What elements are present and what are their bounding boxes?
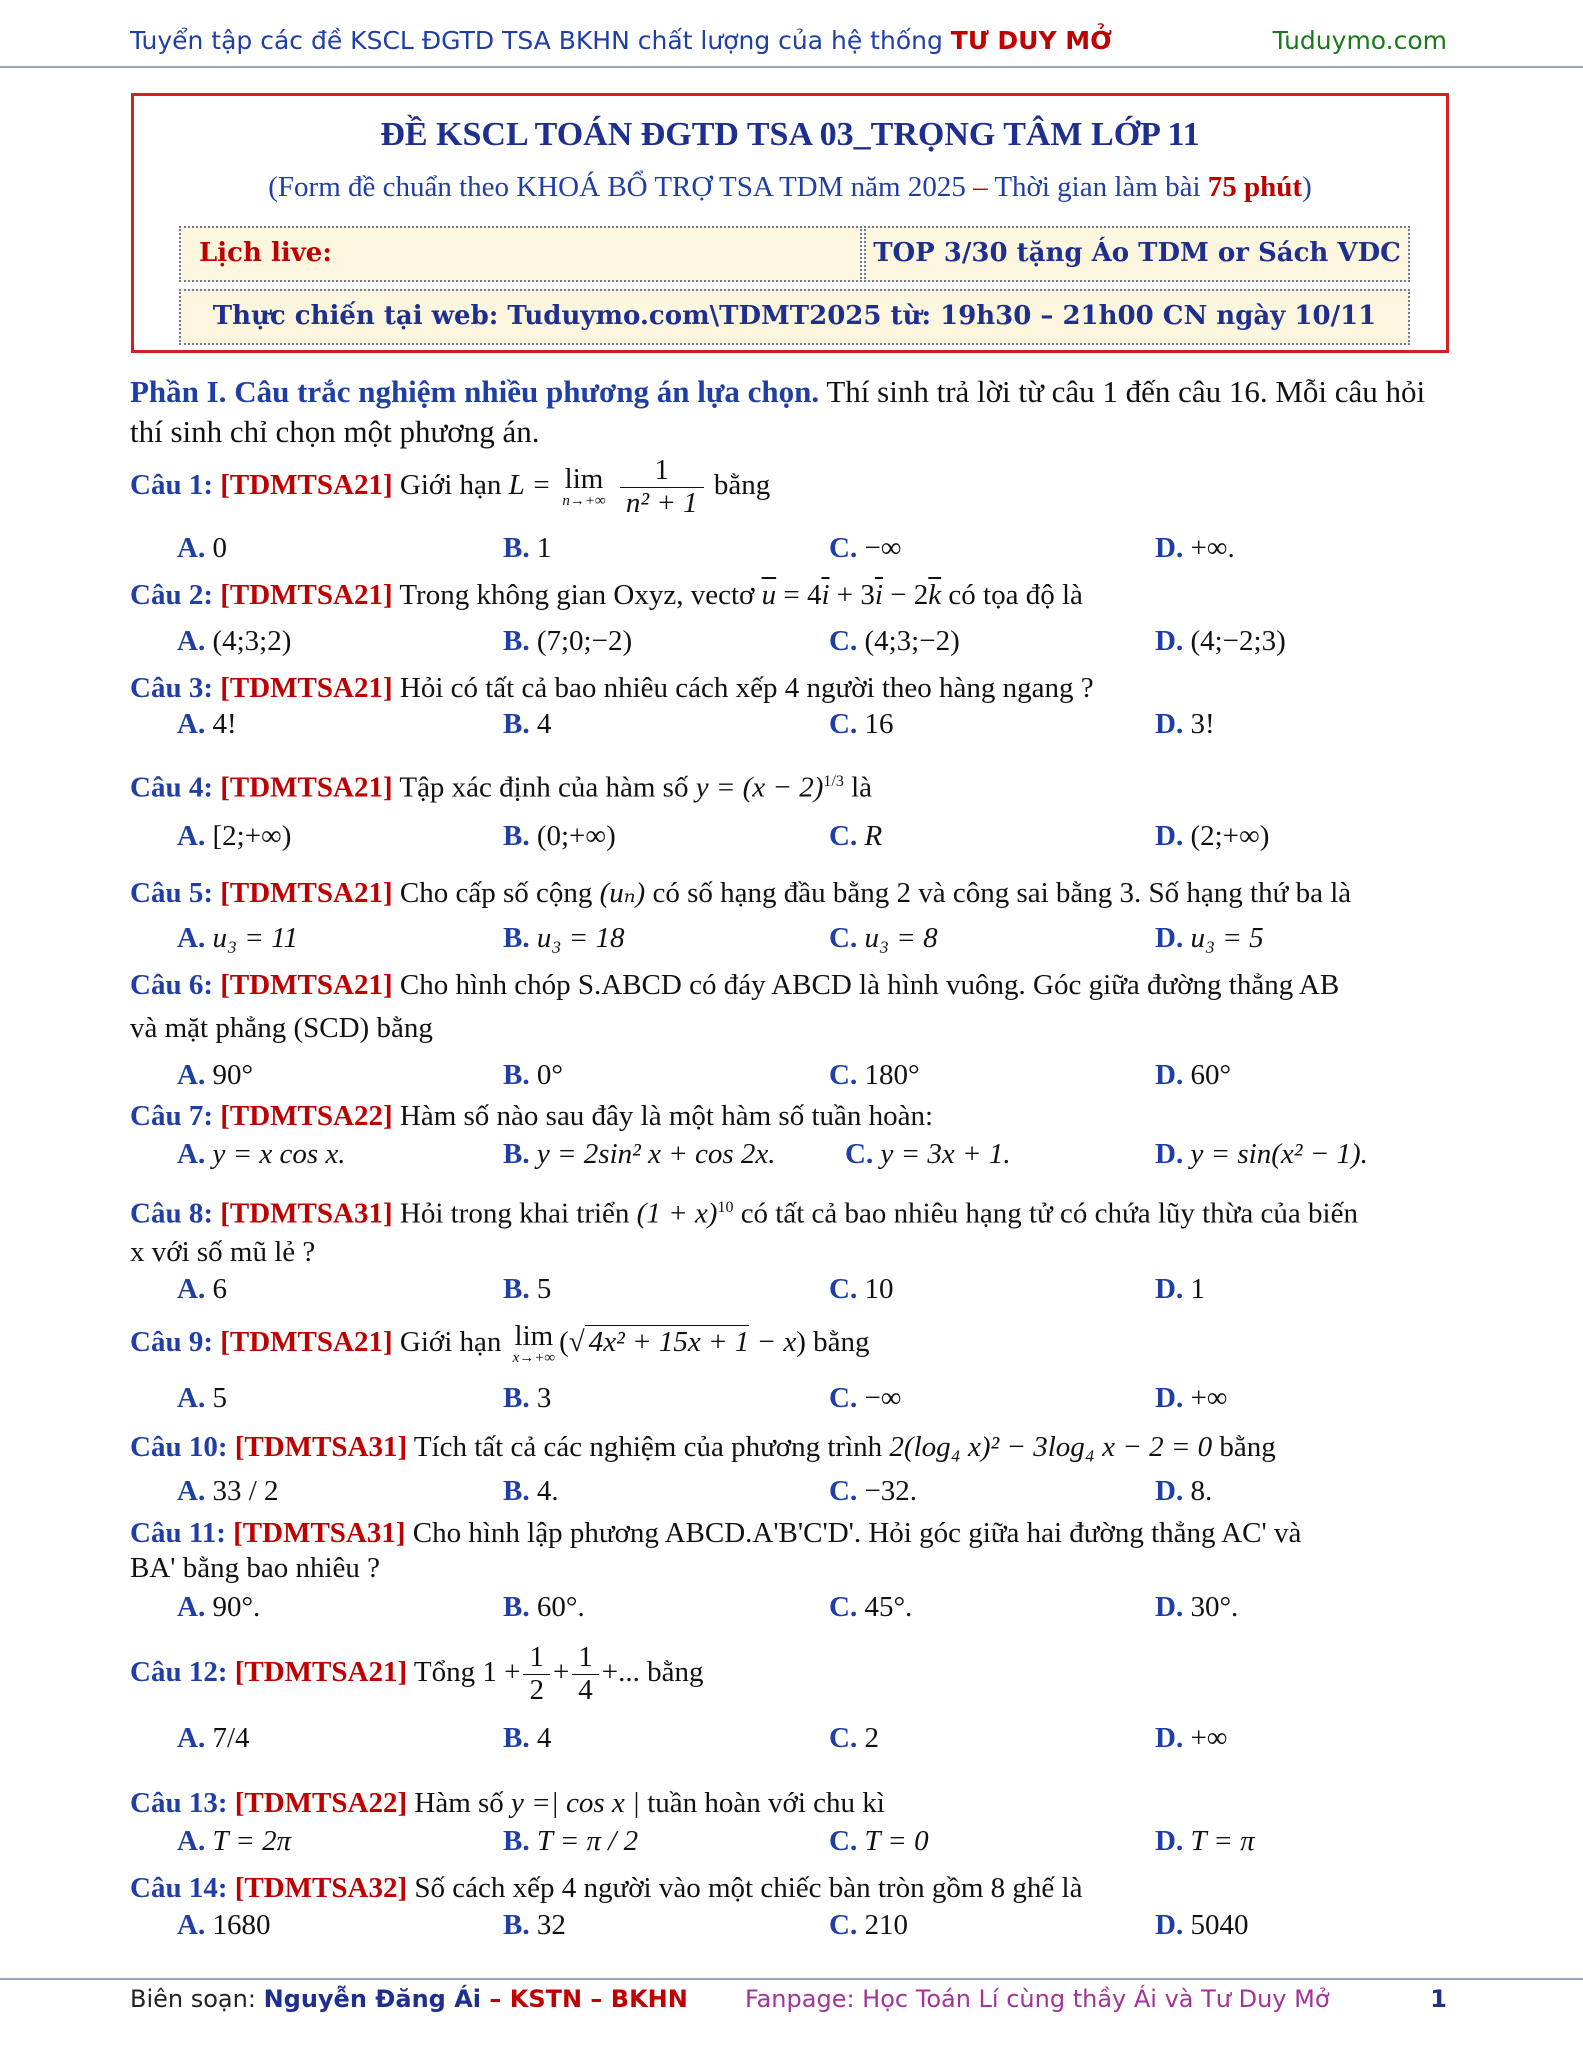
- question-14: Câu 14: [TDMTSA32] Số cách xếp 4 người vào một chiếc bàn tròn gồm 8 ghế là: [130, 1872, 1083, 1904]
- answer-option[interactable]: B. 5: [503, 1273, 552, 1305]
- answer-option[interactable]: C. 180°: [829, 1059, 920, 1091]
- fraction: $\frac{1}{2}$: [523, 1642, 550, 1707]
- answer-option[interactable]: C. −∞: [829, 1382, 902, 1414]
- answer-option[interactable]: B. 4.: [503, 1475, 559, 1507]
- limit-symbol: lim x→+∞: [512, 1320, 556, 1367]
- answer-option[interactable]: A. y = x cos x.: [177, 1138, 346, 1170]
- answer-option[interactable]: A. 90°.: [177, 1591, 261, 1623]
- answer-option[interactable]: C. 2: [829, 1722, 879, 1754]
- question-13: Câu 13: [TDMTSA22] Hàm số y =| cos x | tuần hoàn với chu kì: [130, 1787, 885, 1819]
- answer-option[interactable]: A. (4;3;2): [177, 625, 292, 657]
- exam-subtitle: (Form đề chuẩn theo KHOÁ BỔ TRỢ TSA TDM năm 2025 – Thời gian làm bài 75 phút): [268, 171, 1312, 203]
- answer-option[interactable]: D. +∞: [1155, 1382, 1228, 1414]
- question-5: Câu 5: [TDMTSA21] Cho cấp số cộng (uₙ) có số hạng đầu bằng 2 và công sai bằng 3. Số hạng thứ ba là: [130, 877, 1352, 909]
- answer-option[interactable]: C. 10: [829, 1273, 894, 1305]
- question-11-line-2: BA' bằng bao nhiêu ?: [130, 1552, 381, 1584]
- question-7: Câu 7: [TDMTSA22] Hàm số nào sau đây là một hàm số tuần hoàn:: [130, 1100, 934, 1132]
- answer-option[interactable]: B. 1: [503, 532, 552, 564]
- question-4: Câu 4: [TDMTSA21] Tập xác định của hàm số $y = (x - 2)^{1/3}$ là: [130, 771, 873, 804]
- page-number: 1: [1430, 1985, 1447, 2013]
- prize-info: TOP 3/30 tặng Áo TDM or Sách VDC: [864, 226, 1410, 282]
- answer-option[interactable]: D. 1: [1155, 1273, 1205, 1305]
- answer-option[interactable]: D. 3!: [1155, 708, 1215, 740]
- answer-option[interactable]: A. 7/4: [177, 1722, 250, 1754]
- answer-option[interactable]: A. T = 2π: [177, 1825, 292, 1857]
- question-9: Câu 9: [TDMTSA21] Giới hạn lim x→+∞ (√ 4x² + 15x + 1 − x) bằng: [130, 1320, 870, 1367]
- footer-divider: [0, 1978, 1583, 1980]
- answer-option[interactable]: B. 0°: [503, 1059, 563, 1091]
- exam-title: ĐỀ KSCL TOÁN ĐGTD TSA 03_TRỌNG TÂM LỚP 11: [380, 116, 1200, 153]
- question-8: Câu 8: [TDMTSA31] Hỏi trong khai triển $(1 + x)^{10}$ có tất cả bao nhiêu hạng tử có chứa lũy thừa của biến: [130, 1197, 1358, 1230]
- answer-option[interactable]: C. 45°.: [829, 1591, 913, 1623]
- answer-option[interactable]: B. 32: [503, 1909, 566, 1941]
- answer-option[interactable]: D. +∞.: [1155, 532, 1235, 564]
- answer-option[interactable]: D. 5040: [1155, 1909, 1249, 1941]
- answer-option[interactable]: D. 8.: [1155, 1475, 1213, 1507]
- answer-option[interactable]: C. y = 3x + 1.: [845, 1138, 1011, 1170]
- answer-option[interactable]: D. T = π: [1155, 1825, 1255, 1857]
- answer-option[interactable]: B. T = π / 2: [503, 1825, 639, 1857]
- answer-option[interactable]: A. [2;+∞): [177, 820, 292, 852]
- question-8-line-2: x với số mũ lẻ ?: [130, 1236, 316, 1268]
- answer-option[interactable]: D. (4;−2;3): [1155, 625, 1286, 657]
- answer-option[interactable]: C. T = 0: [829, 1825, 929, 1857]
- answer-option[interactable]: A. 5: [177, 1382, 227, 1414]
- answer-option[interactable]: C. 16: [829, 708, 894, 740]
- answer-option[interactable]: D. y = sin(x² − 1).: [1155, 1138, 1368, 1170]
- limit-symbol: lim n→+∞: [562, 463, 606, 510]
- answer-option[interactable]: C. u₃ = 8: [829, 922, 938, 954]
- schedule-info: Thực chiến tại web: Tuduymo.com\TDMT2025 từ: 19h30 – 21h00 CN ngày 10/11: [179, 289, 1410, 345]
- header-divider: [0, 66, 1583, 68]
- answer-option[interactable]: B. (7;0;−2): [503, 625, 633, 657]
- answer-option[interactable]: C. −∞: [829, 532, 902, 564]
- question-1: Câu 1: [TDMTSA21] Giới hạn L = lim n→+∞ $\frac{1}{\text{n² + 1}}$ bằng: [130, 454, 771, 519]
- live-label: Lịch live:: [179, 226, 862, 282]
- question-3: Câu 3: [TDMTSA21] Hỏi có tất cả bao nhiêu cách xếp 4 người theo hàng ngang ?: [130, 672, 1094, 704]
- answer-option[interactable]: A. 6: [177, 1273, 227, 1305]
- page-header: [130, 26, 1447, 66]
- question-10: Câu 10: [TDMTSA31] Tích tất cả các nghiệm của phương trình 2(log₄ x)² − 3log₄ x − 2 = 0 bằng: [130, 1431, 1276, 1463]
- question-12: Câu 12: [TDMTSA21] Tổng 1 + $\frac{1}{2}$ + $\frac{1}{4}$ +... bằng: [130, 1641, 704, 1706]
- header-title: Tuyển tập các đề KSCL ĐGTD TSA BKHN chất lượng của hệ thống TƯ DUY MỞ: [130, 26, 1112, 55]
- exam-title-box: [131, 93, 1449, 353]
- answer-option[interactable]: C. R: [829, 820, 883, 852]
- fraction: $\frac{1}{4}$: [572, 1642, 599, 1707]
- answer-option[interactable]: B. 60°.: [503, 1591, 585, 1623]
- fraction: $\frac{1}{\text{n² + 1}}$: [620, 455, 704, 520]
- answer-option[interactable]: A. 33 / 2: [177, 1475, 279, 1507]
- question-11: Câu 11: [TDMTSA31] Cho hình lập phương ABCD.A'B'C'D'. Hỏi góc giữa hai đường thẳng AC' và: [130, 1517, 1302, 1549]
- answer-option[interactable]: A. u₃ = 11: [177, 922, 298, 954]
- answer-option[interactable]: B. 4: [503, 708, 552, 740]
- question-2: Câu 2: [TDMTSA21] Trong không gian Oxyz, vectơ $\overline{u} = 4\overline{i} + 3\overline{i} - 2\overline{k}$ có tọa độ là: [130, 579, 1083, 611]
- answer-option[interactable]: D. 30°.: [1155, 1591, 1239, 1623]
- header-brand: TƯ DUY MỞ: [950, 26, 1112, 55]
- part-heading: Phần I. Câu trắc nghiệm nhiều phương án lựa chọn. Thí sinh trả lời từ câu 1 đến câu 16. Mỗi câu hỏi thí sinh chỉ chọn một phương án.: [130, 374, 1426, 449]
- answer-option[interactable]: A. 4!: [177, 708, 237, 740]
- answer-option[interactable]: A. 90°: [177, 1059, 254, 1091]
- answer-option[interactable]: A. 0: [177, 532, 227, 564]
- answer-option[interactable]: B. y = 2sin² x + cos 2x.: [503, 1138, 776, 1170]
- answer-option[interactable]: C. −32.: [829, 1475, 918, 1507]
- answer-option[interactable]: A. 1680: [177, 1909, 271, 1941]
- question-6-line-2: và mặt phẳng (SCD) bằng: [130, 1012, 433, 1044]
- answer-option[interactable]: D. 60°: [1155, 1059, 1232, 1091]
- answer-option[interactable]: B. 4: [503, 1722, 552, 1754]
- answer-option[interactable]: D. +∞: [1155, 1722, 1228, 1754]
- answer-option[interactable]: D. u₃ = 5: [1155, 922, 1264, 954]
- answer-option[interactable]: B. u₃ = 18: [503, 922, 625, 954]
- header-site[interactable]: Tuduymo.com: [1272, 26, 1447, 55]
- answer-option[interactable]: C. (4;3;−2): [829, 625, 960, 657]
- footer-fanpage[interactable]: Fanpage: Học Toán Lí cùng thầy Ái và Tư Duy Mở: [745, 1985, 1330, 2013]
- footer-author: Biên soạn: Nguyễn Đăng Ái – KSTN – BKHN: [130, 1985, 688, 2013]
- answer-option[interactable]: C. 210: [829, 1909, 908, 1941]
- answer-option[interactable]: B. (0;+∞): [503, 820, 616, 852]
- answer-option[interactable]: B. 3: [503, 1382, 552, 1414]
- question-6: Câu 6: [TDMTSA21] Cho hình chóp S.ABCD có đáy ABCD là hình vuông. Góc giữa đường thẳng AB: [130, 969, 1340, 1001]
- answer-option[interactable]: D. (2;+∞): [1155, 820, 1270, 852]
